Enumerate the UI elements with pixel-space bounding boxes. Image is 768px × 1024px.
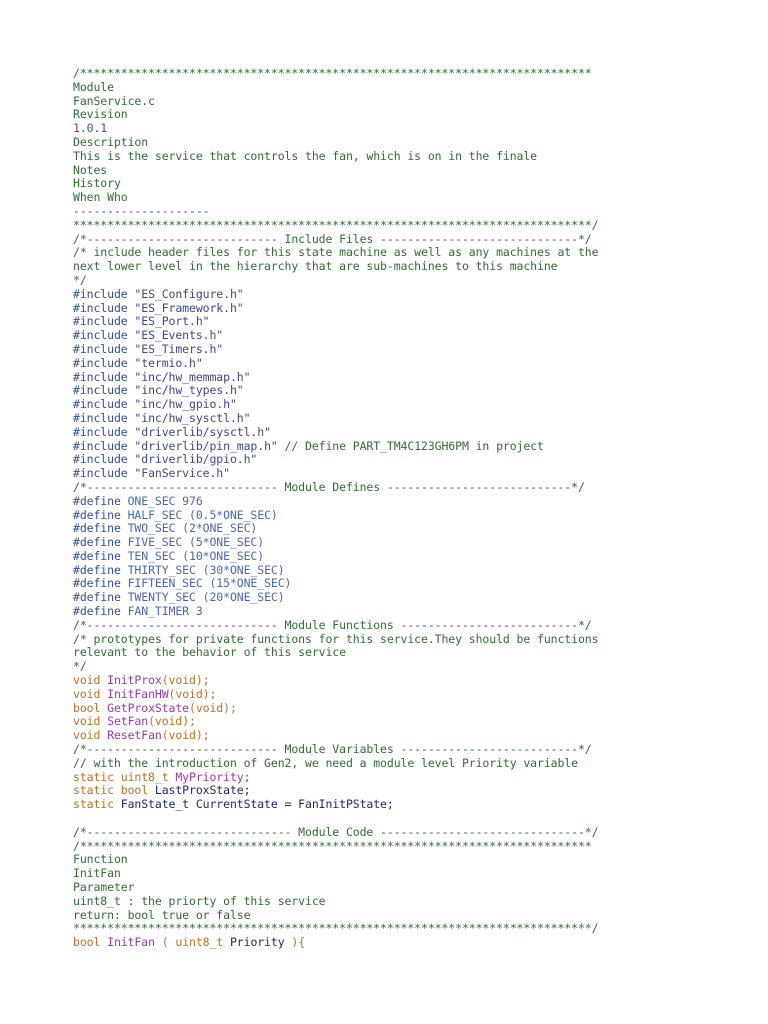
code-token: "FanService.h" [134,466,230,481]
code-token: (void); [168,686,217,701]
code-token: // with the introduction of Gen2, we need a module level Priority variable [73,755,578,770]
code-token: TEN_SEC (10*ONE_SEC) [127,548,265,563]
code-line [73,384,763,398]
code-token: ****************************************************************************/ [73,217,599,232]
code-token: static bool [73,783,155,798]
code-token: "driverlib/pin_map.h" [134,438,278,453]
code-token: /*---------------------------- Include Files -----------------------------*/ [73,231,592,246]
code-token: void [73,728,108,743]
code-token: GetProxState [107,700,190,715]
code-token: uint8_t : the priorty of this service [73,893,326,908]
code-token: #include [73,328,135,343]
code-token: #include [73,397,135,412]
code-token: InitFan [107,935,155,950]
code-line [73,591,763,605]
code-line [73,329,763,343]
code-line [73,936,763,950]
code-line [73,495,763,509]
code-line [73,246,763,260]
code-line [73,867,763,881]
code-line [73,426,763,440]
code-token: ONE_SEC 976 [127,493,203,508]
code-token: (void); [148,714,196,729]
code-token: #include [73,410,135,425]
code-line [73,619,763,633]
code-line [73,674,763,688]
code-line [73,288,763,302]
code-line [73,812,763,826]
code-token: HALF_SEC (0.5*ONE_SEC) [127,507,278,522]
code-line [73,274,763,288]
code-token: /* prototypes for private functions for this service.They should be functions [73,631,599,646]
code-line [73,522,763,536]
code-token: next lower level in the hierarchy that are sub-machines to this machine [73,259,558,274]
code-token: bool [73,935,108,950]
code-token: ****************************************************************************/ [73,921,599,936]
code-token: /*------------------------------ Module Code ------------------------------*/ [73,824,599,839]
code-line [73,467,763,481]
code-token: #include [73,369,135,384]
code-line [73,81,763,95]
code-token: This is the service that controls the fan, which is on in the finale [73,148,538,163]
code-line [73,660,763,674]
code-line [73,191,763,205]
code-token: FIFTEEN_SEC (15*ONE_SEC) [127,576,292,591]
code-token: History [73,176,121,191]
code-token: "ES_Timers.h" [134,341,224,356]
code-line [73,688,763,702]
code-line [73,440,763,454]
code-token: "driverlib/gpio.h" [134,452,258,467]
code-token: #include [73,314,135,329]
code-token: #include [73,300,135,315]
code-token: uint8_t [175,935,230,950]
code-token: #define [73,590,128,605]
code-token: 1.0.1 [73,121,108,136]
code-token: FanState_t CurrentState = FanInitPState; [120,797,394,812]
code-token: MyPriority; [175,769,251,784]
code-listing [73,67,763,950]
code-token: #include [73,341,135,356]
code-token: Revision [73,107,128,122]
code-line [73,564,763,578]
code-line [73,233,763,247]
code-line [73,150,763,164]
code-token: THIRTY_SEC (30*ONE_SEC) [127,562,285,577]
code-token: */ [73,659,87,674]
code-line [73,371,763,385]
code-token: "ES_Events.h" [134,328,224,343]
code-token: #define [73,576,128,591]
code-token: Parameter [73,880,135,895]
code-token: Module [73,79,114,94]
code-line [73,895,763,909]
code-token: FAN_TIMER 3 [127,604,203,619]
code-token: #define [73,521,128,536]
code-token: InitFanHW [107,686,169,701]
code-token: void [73,686,108,701]
code-token: void [73,673,108,688]
code-line [73,853,763,867]
code-token: InitFan [73,866,121,881]
code-token: void [73,714,108,729]
code-line [73,398,763,412]
code-token: static [73,769,121,784]
code-token: ResetFan [107,728,162,743]
code-line [73,715,763,729]
code-line [73,122,763,136]
code-token: #define [73,493,128,508]
code-token: */ [73,272,87,287]
code-line [73,315,763,329]
code-line [73,771,763,785]
code-token: Priority [229,935,292,950]
code-line [73,633,763,647]
code-line [73,743,763,757]
code-line [73,922,763,936]
code-line [73,840,763,854]
code-line [73,646,763,660]
code-token: #define [73,507,128,522]
code-line [73,481,763,495]
code-token: "inc/hw_memmap.h" [134,369,251,384]
code-line [73,302,763,316]
code-token: /*---------------------------- Module Defines ---------------------------*/ [73,479,585,494]
code-token: When Who [73,190,128,205]
code-line [73,702,763,716]
code-token: #define [73,562,128,577]
code-line [73,177,763,191]
code-line [73,798,763,812]
code-line [73,67,763,81]
code-line [73,550,763,564]
code-line [73,605,763,619]
code-token: static [73,797,121,812]
code-token: LastProxState; [154,783,251,798]
code-token: TWO_SEC (2*ONE_SEC) [127,521,258,536]
code-line [73,757,763,771]
code-token: Function [73,852,128,867]
code-token: bool [73,700,108,715]
code-line [73,536,763,550]
code-line [73,108,763,122]
code-token: ( [154,935,176,950]
code-token: #define [73,535,128,550]
code-line [73,412,763,426]
code-line [73,577,763,591]
code-token: #include [73,452,135,467]
code-token: FanService.c [73,93,155,108]
code-line [73,826,763,840]
code-token: #include [73,286,135,301]
code-token: (void); [189,700,237,715]
code-token: -------------------- [73,203,210,218]
code-line [73,343,763,357]
code-token: relevant to the behavior of this service [73,645,346,660]
code-line [73,357,763,371]
code-token: #include [73,424,135,439]
code-token: Notes [73,162,108,177]
code-token: #include [73,383,135,398]
code-token: Description [73,134,149,149]
code-line [73,164,763,178]
code-token: return: bool true or false [73,907,251,922]
code-line [73,219,763,233]
code-line [73,729,763,743]
code-token: "ES_Framework.h" [134,300,244,315]
code-line [73,95,763,109]
code-token: "inc/hw_types.h" [134,383,244,398]
code-line [73,509,763,523]
code-line [73,205,763,219]
code-token: (void); [161,728,210,743]
code-token: "ES_Configure.h" [134,286,244,301]
code-token: /*---------------------------- Module Functions --------------------------*/ [73,617,592,632]
code-token: FIVE_SEC (5*ONE_SEC) [127,535,265,550]
code-token: TWENTY_SEC (20*ONE_SEC) [127,590,285,605]
code-line [73,881,763,895]
code-token: InitProx [107,673,162,688]
code-line [73,260,763,274]
code-token: "ES_Port.h" [134,314,210,329]
code-token: // Define PART_TM4C123GH6PM in project [277,438,544,453]
code-token: /*---------------------------- Module Variables --------------------------*/ [73,742,592,757]
code-token: ){ [291,935,306,950]
code-token: (void); [161,673,210,688]
code-token: /*************************************************************************** [73,838,592,853]
code-token: "termio.h" [134,355,203,370]
code-token: #include [73,438,135,453]
code-token: SetFan [107,714,149,729]
code-token: #include [73,466,135,481]
code-line [73,909,763,923]
code-line [73,784,763,798]
code-token: /* include header files for this state machine as well as any machines at the [73,245,599,260]
code-token: uint8_t [120,769,176,784]
code-token: /*************************************************************************** [73,66,592,80]
code-token: #define [73,604,128,619]
code-token: "inc/hw_gpio.h" [134,397,237,412]
code-token: "inc/hw_sysctl.h" [134,410,251,425]
code-line [73,453,763,467]
code-line [73,136,763,150]
code-token: #include [73,355,135,370]
code-token: "driverlib/sysctl.h" [134,424,271,439]
code-token: #define [73,548,128,563]
